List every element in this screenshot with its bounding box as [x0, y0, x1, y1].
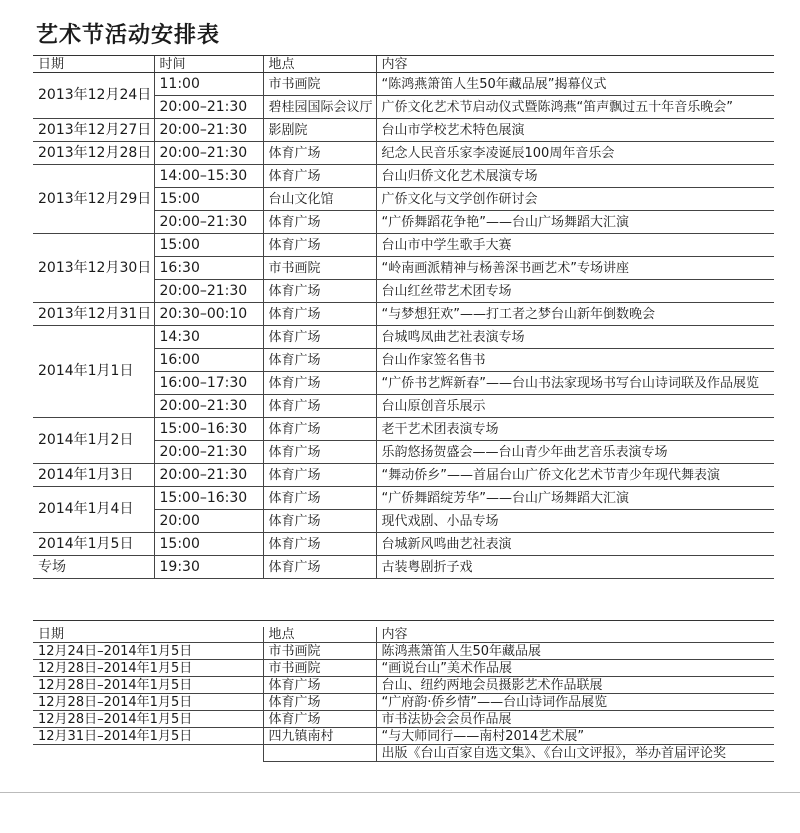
event-time: 16:30: [154, 257, 263, 280]
header-content: 内容: [376, 56, 774, 73]
event-content: “与梦想狂欢”——打工者之梦台山新年倒数晚会: [376, 303, 774, 326]
table-row: [33, 556, 774, 579]
event-place: 市书画院: [263, 73, 376, 96]
event-place: 体育广场: [263, 326, 376, 349]
event-place: 体育广场: [263, 165, 376, 188]
event-time: 20:00–21:30: [154, 211, 263, 234]
table-row: [33, 533, 774, 556]
table-row: [33, 142, 774, 165]
exhibition-header-row: [33, 627, 774, 643]
event-content: 乐韵悠扬贺盛会——台山青少年曲艺音乐表演专场: [376, 441, 774, 464]
section-divider: [33, 620, 774, 621]
exhibition-period: 12月28日–2014年1月5日: [33, 694, 263, 711]
event-content: 广侨文化艺术节启动仪式暨陈鸿燕“笛声飘过五十年音乐晚会”: [376, 96, 774, 119]
event-time: 15:00: [154, 533, 263, 556]
schedule-table: [33, 55, 774, 579]
event-place: 体育广场: [263, 395, 376, 418]
event-time: 20:00–21:30: [154, 142, 263, 165]
event-time: 20:00–21:30: [154, 441, 263, 464]
event-place: 体育广场: [263, 142, 376, 165]
event-date: 2013年12月29日: [33, 165, 154, 234]
event-place: 台山文化馆: [263, 188, 376, 211]
exhibition-content: “与大师同行——南村2014艺术展”: [376, 728, 774, 745]
event-time: 20:00–21:30: [154, 119, 263, 142]
table-row: [33, 728, 774, 745]
event-place: 影剧院: [263, 119, 376, 142]
table-row: [33, 711, 774, 728]
event-date: 2014年1月5日: [33, 533, 154, 556]
event-place: 市书画院: [263, 257, 376, 280]
event-place: 体育广场: [263, 487, 376, 510]
schedule-header-row: [33, 56, 774, 73]
event-time: 15:00–16:30: [154, 418, 263, 441]
exhibition-period: [33, 745, 263, 762]
event-content: 台山市中学生歌手大赛: [376, 234, 774, 257]
event-content: 台山作家签名售书: [376, 349, 774, 372]
event-place: 体育广场: [263, 464, 376, 487]
event-date: 2013年12月30日: [33, 234, 154, 303]
header-content: 内容: [376, 627, 774, 643]
table-row: [33, 165, 774, 188]
event-time: 15:00: [154, 188, 263, 211]
event-time: 20:30–00:10: [154, 303, 263, 326]
event-time: 20:00: [154, 510, 263, 533]
event-place: 体育广场: [263, 441, 376, 464]
exhibition-table: [33, 627, 774, 762]
exhibition-period: 12月24日–2014年1月5日: [33, 643, 263, 660]
table-row: [33, 660, 774, 677]
event-place: 体育广场: [263, 303, 376, 326]
exhibition-place: 体育广场: [263, 711, 376, 728]
exhibition-place: [263, 745, 376, 762]
event-date: 专场: [33, 556, 154, 579]
header-period: 日期: [33, 627, 263, 643]
event-place: 体育广场: [263, 280, 376, 303]
event-content: 台城新风鸣曲艺社表演: [376, 533, 774, 556]
header-date: 日期: [33, 56, 154, 73]
event-content: 台山原创音乐展示: [376, 395, 774, 418]
table-row: [33, 677, 774, 694]
event-time: 14:30: [154, 326, 263, 349]
event-time: 14:00–15:30: [154, 165, 263, 188]
event-time: 15:00–16:30: [154, 487, 263, 510]
exhibition-content: 出版《台山百家自选文集》、《台山文评报》，举办首届评论奖: [376, 745, 774, 762]
event-content: 台山红丝带艺术团专场: [376, 280, 774, 303]
event-date: 2013年12月31日: [33, 303, 154, 326]
table-row: [33, 326, 774, 349]
event-content: “广侨舞蹈绽芳华”——台山广场舞蹈大汇演: [376, 487, 774, 510]
event-time: 16:00: [154, 349, 263, 372]
event-place: 体育广场: [263, 372, 376, 395]
exhibition-period: 12月28日–2014年1月5日: [33, 711, 263, 728]
exhibition-period: 12月28日–2014年1月5日: [33, 660, 263, 677]
event-place: 体育广场: [263, 234, 376, 257]
exhibition-place: 市书画院: [263, 660, 376, 677]
event-content: 广侨文化与文学创作研讨会: [376, 188, 774, 211]
event-time: 11:00: [154, 73, 263, 96]
event-place: 体育广场: [263, 510, 376, 533]
event-content: 老干艺术团表演专场: [376, 418, 774, 441]
event-time: 20:00–21:30: [154, 395, 263, 418]
exhibition-place: 四九镇南村: [263, 728, 376, 745]
exhibition-content: “画说台山”美术作品展: [376, 660, 774, 677]
event-content: “广侨书艺辉新春”——台山书法家现场书写台山诗词联及作品展览: [376, 372, 774, 395]
event-time: 15:00: [154, 234, 263, 257]
event-content: 台山归侨文化艺术展演专场: [376, 165, 774, 188]
page-bottom-rule: [0, 792, 800, 793]
event-time: 20:00–21:30: [154, 464, 263, 487]
event-content: “舞动侨乡”——首届台山广侨文化艺术节青少年现代舞表演: [376, 464, 774, 487]
exhibition-place: 体育广场: [263, 694, 376, 711]
event-date: 2013年12月27日: [33, 119, 154, 142]
event-content: 台山市学校艺术特色展演: [376, 119, 774, 142]
table-row: [33, 303, 774, 326]
event-time: 16:00–17:30: [154, 372, 263, 395]
exhibition-period: 12月31日–2014年1月5日: [33, 728, 263, 745]
event-content: “岭南画派精神与杨善深书画艺术”专场讲座: [376, 257, 774, 280]
event-time: 19:30: [154, 556, 263, 579]
exhibition-content: 市书法协会会员作品展: [376, 711, 774, 728]
table-row: [33, 643, 774, 660]
table-row: [33, 464, 774, 487]
header-place: 地点: [263, 627, 376, 643]
exhibition-place: 体育广场: [263, 677, 376, 694]
event-content: 纪念人民音乐家李凌诞辰100周年音乐会: [376, 142, 774, 165]
table-row: [33, 745, 774, 762]
exhibition-content: 陈鸿燕箫笛人生50年藏品展: [376, 643, 774, 660]
table-row: [33, 119, 774, 142]
event-content: “广侨舞蹈花争艳”——台山广场舞蹈大汇演: [376, 211, 774, 234]
table-row: [33, 694, 774, 711]
event-content: 台城鸣凤曲艺社表演专场: [376, 326, 774, 349]
event-place: 体育广场: [263, 211, 376, 234]
table-row: [33, 234, 774, 257]
event-date: 2014年1月2日: [33, 418, 154, 464]
event-date: 2014年1月4日: [33, 487, 154, 533]
exhibition-place: 市书画院: [263, 643, 376, 660]
exhibition-content: “广府韵·侨乡情”——台山诗词作品展览: [376, 694, 774, 711]
event-time: 20:00–21:30: [154, 280, 263, 303]
event-content: 现代戏剧、小品专场: [376, 510, 774, 533]
event-content: 古装粤剧折子戏: [376, 556, 774, 579]
table-row: [33, 418, 774, 441]
event-place: 体育广场: [263, 418, 376, 441]
table-row: [33, 73, 774, 96]
event-date: 2014年1月1日: [33, 326, 154, 418]
event-place: 体育广场: [263, 533, 376, 556]
event-date: 2013年12月24日: [33, 73, 154, 119]
event-place: 碧桂园国际会议厅: [263, 96, 376, 119]
page-title: 艺术节活动安排表: [36, 23, 221, 48]
event-date: 2014年1月3日: [33, 464, 154, 487]
header-time: 时间: [154, 56, 263, 73]
event-date: 2013年12月28日: [33, 142, 154, 165]
exhibition-content: 台山、纽约两地会员摄影艺术作品联展: [376, 677, 774, 694]
event-content: “陈鸿燕箫笛人生50年藏品展”揭幕仪式: [376, 73, 774, 96]
header-place: 地点: [263, 56, 376, 73]
event-time: 20:00–21:30: [154, 96, 263, 119]
event-place: 体育广场: [263, 556, 376, 579]
exhibition-period: 12月28日–2014年1月5日: [33, 677, 263, 694]
event-place: 体育广场: [263, 349, 376, 372]
table-row: [33, 487, 774, 510]
